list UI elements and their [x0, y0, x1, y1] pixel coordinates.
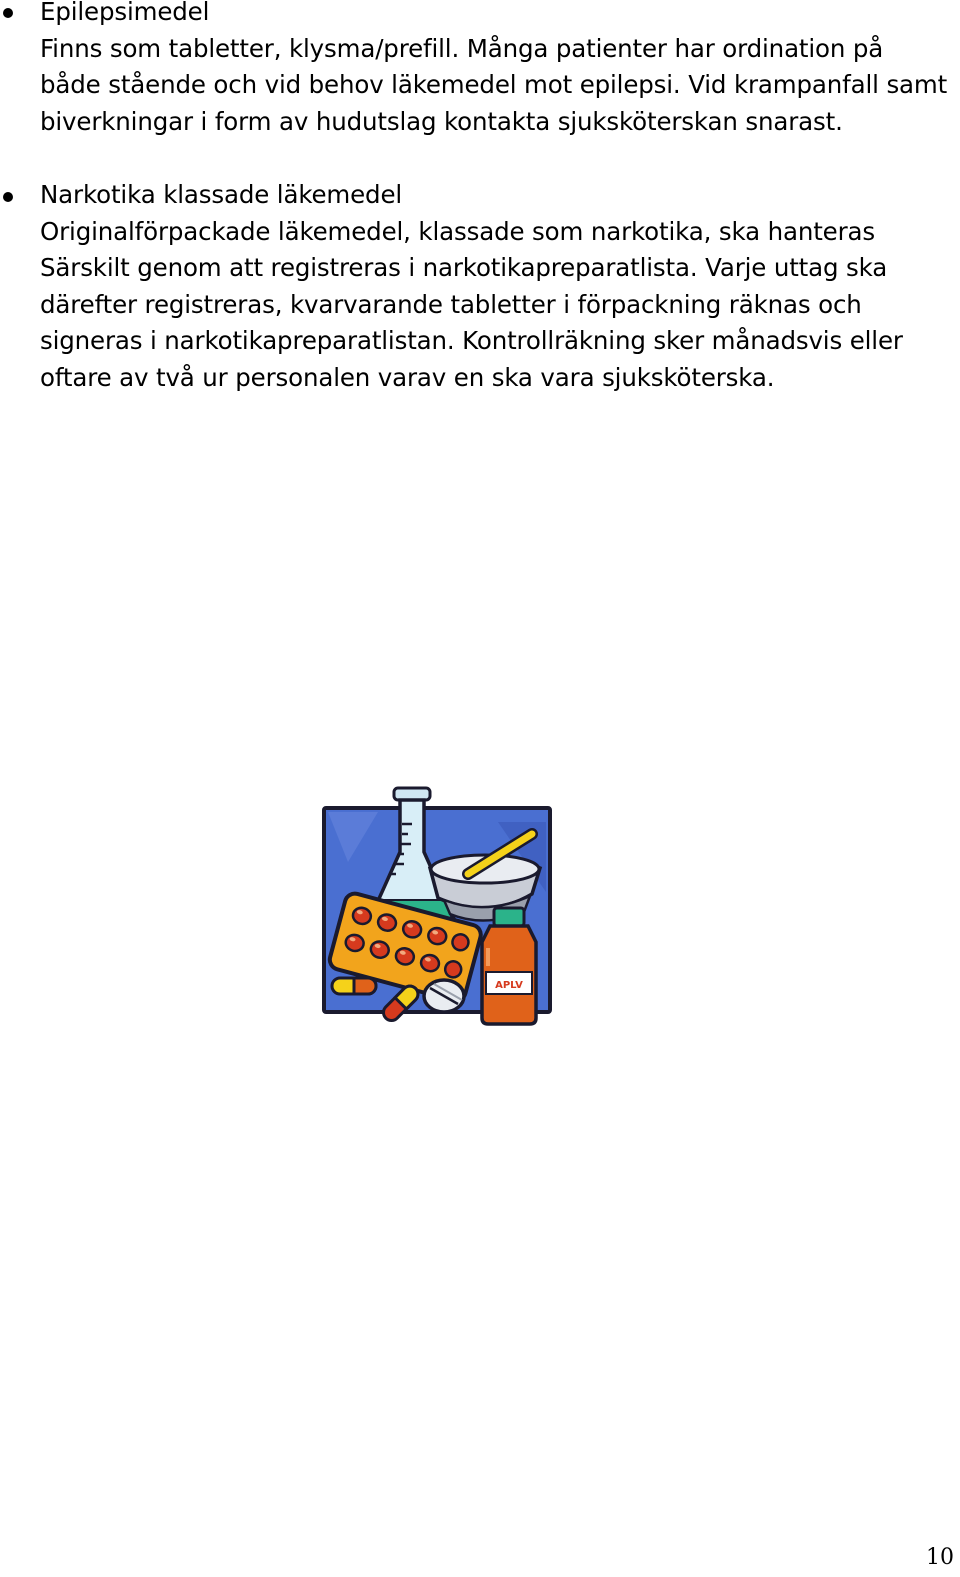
page-number: 10 — [926, 1545, 954, 1570]
capsule-icon — [332, 978, 376, 994]
list-item-text — [40, 177, 955, 397]
paragraph-line: biverkningar i form av hudutslag kontakta sjuksköterskan snarast. — [40, 106, 843, 136]
bottle-label: APLV — [495, 980, 523, 991]
paragraph-line: Originalförpackade läkemedel, klassade som narkotika, ska hanteras — [40, 216, 876, 246]
paragraph-line: oftare av två ur personalen varav en ska vara sjuksköterska. — [40, 362, 775, 392]
paragraph-line: därefter registreras, kvarvarande tabletter i förpackning räknas och — [40, 289, 862, 319]
paragraph-line: Särskilt genom att registreras i narkotikapreparatlista. Varje uttag ska — [40, 253, 888, 283]
tablet-icon — [424, 980, 464, 1012]
bullet-icon — [3, 192, 13, 202]
medicine-bottle-icon — [482, 908, 536, 1024]
bullet-icon — [3, 8, 13, 18]
item-heading: Epilepsimedel — [40, 0, 210, 26]
paragraph-line: Finns som tabletter, klysma/prefill. Många patienter har ordination på — [40, 33, 884, 63]
paragraph-line: både stående och vid behov läkemedel mot epilepsi. Vid krampanfall samt — [40, 70, 948, 100]
paragraph-line: signeras i narkotikapreparatlistan. Kontrollräkning sker månadsvis eller — [40, 326, 903, 356]
list-item-text — [40, 0, 955, 140]
item-heading: Narkotika klassade läkemedel — [40, 180, 403, 209]
medicine-clipart-icon — [318, 782, 558, 1032]
